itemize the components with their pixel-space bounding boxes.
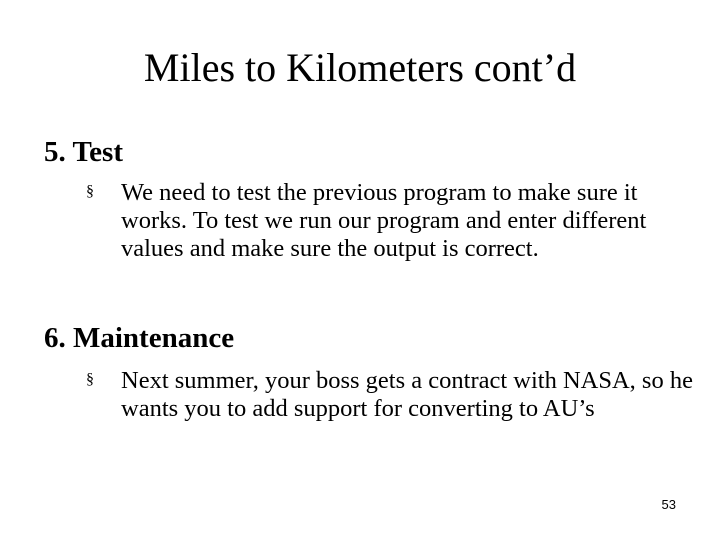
bullet-test [86, 179, 696, 263]
slide-title: Miles to Kilometers cont’d [143, 45, 577, 90]
bullet-text-test: We need to test the previous program to make sure it works. To test we run our program and enter different values and make sure the output is correct. [121, 179, 647, 262]
section-heading-maintenance: 6. Maintenance [44, 322, 235, 354]
bullet-marker: § [86, 183, 94, 200]
page-number: 53 [661, 497, 676, 512]
bullet-maintenance [86, 367, 696, 423]
bullet-marker: § [86, 371, 94, 388]
section-heading-test: 5. Test [44, 136, 123, 168]
bullet-text-maintenance: Next summer, your boss gets a contract with NASA, so he wants you to add support for converting to AU’s [121, 367, 693, 422]
